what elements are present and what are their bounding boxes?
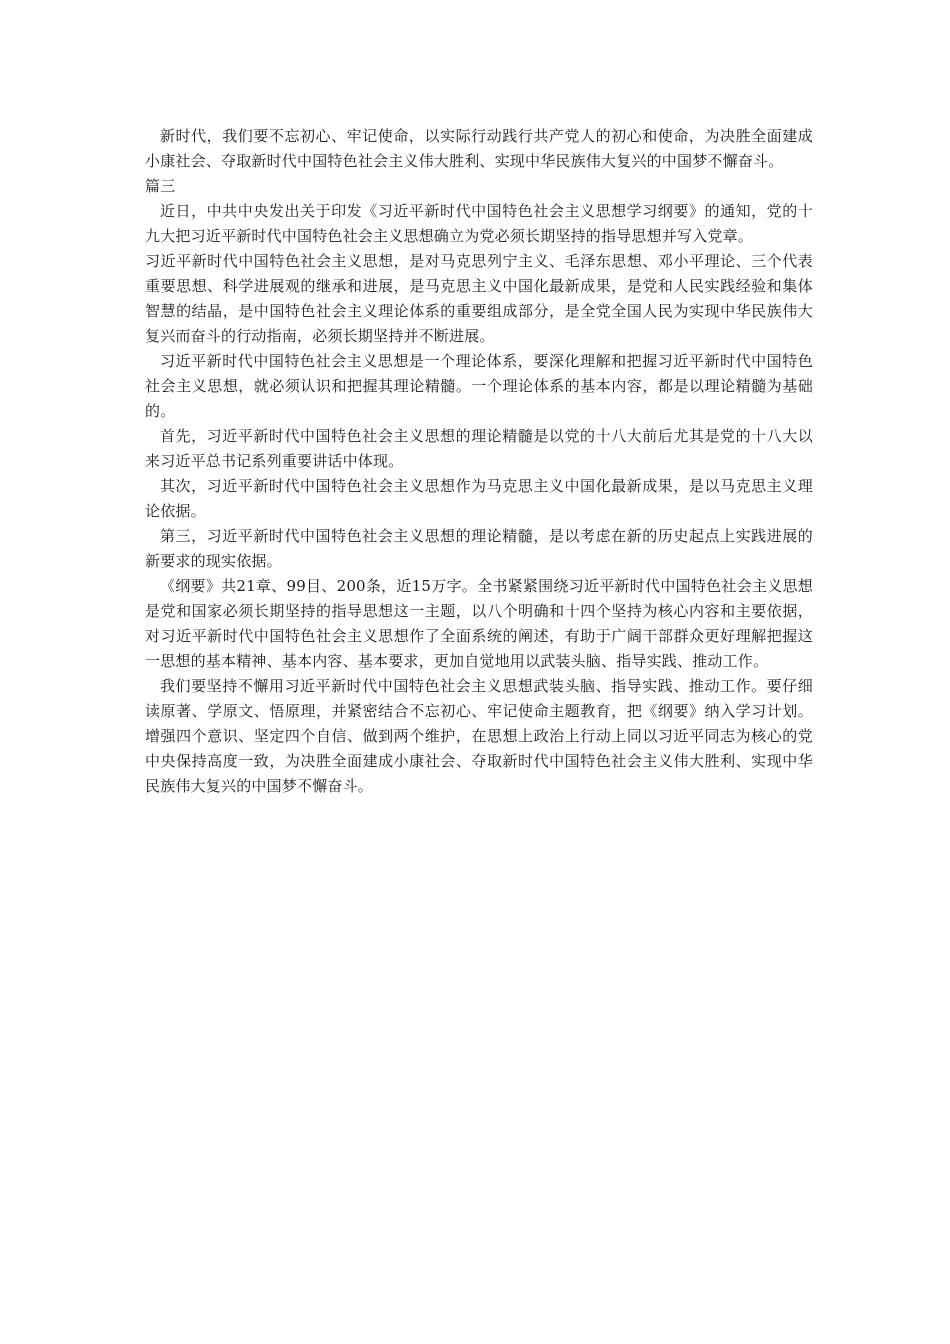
section-heading: 篇三 xyxy=(145,177,176,195)
paragraph-intro: 新时代，我们要不忘初心、牢记使命，以实际行动践行共产党人的初心和使命，为决胜全面建成小康社会、夺取新时代中国特色社会主义伟大胜利、实现中华民族伟大复兴的中国梦不懈奋斗。 xyxy=(145,127,813,170)
paragraph-first: 首先，习近平新时代中国特色社会主义思想的理论精髓是以党的十八大前后尤其是党的十八大以来习近平总书记系列重要讲话中体现。 xyxy=(145,427,813,470)
paragraph-notice: 近日，中共中央发出关于印发《习近平新时代中国特色社会主义思想学习纲要》的通知，党的十九大把习近平新时代中国特色社会主义思想确立为党必须长期坚持的指导思想并写入党章。 xyxy=(145,202,813,245)
document-body xyxy=(145,124,813,799)
paragraph-definition: 习近平新时代中国特色社会主义思想，是对马克思列宁主义、毛泽东思想、邓小平理论、三个代表重要思想、科学进展观的继承和进展，是马克思主义中国化最新成果，是党和人民实践经验和集体智慧的结晶，是中国特色社会主义理论体系的重要组成部分，是全党全国人民为实现中华民族伟大复兴而奋斗的行动指南，必须长期坚持并不断进展。 xyxy=(145,252,813,345)
paragraph-theory-system: 习近平新时代中国特色社会主义思想是一个理论体系，要深化理解和把握习近平新时代中国特色社会主义思想，就必须认识和把握其理论精髓。一个理论体系的基本内容，都是以理论精髓为基础的。 xyxy=(145,352,813,420)
paragraph-outline: 《纲要》共21章、99目、200条，近15万字。全书紧紧围绕习近平新时代中国特色社会主义思想是党和国家必须长期坚持的指导思想这一主题，以八个明确和十四个坚持为核心内容和主要依据，对习近平新时代中国特色社会主义思想作了全面系统的阐述，有助于广阔干部群众更好理解把握这一思想的基本精神、基本内容、基本要求，更加自觉地用以武装头脑、指导实践、推动工作。 xyxy=(145,577,813,670)
paragraph-third: 第三，习近平新时代中国特色社会主义思想的理论精髓，是以考虑在新的历史起点上实践进展的新要求的现实依据。 xyxy=(145,527,813,570)
paragraph-second: 其次，习近平新时代中国特色社会主义思想作为马克思主义中国化最新成果，是以马克思主义理论依据。 xyxy=(145,477,813,520)
paragraph-conclusion: 我们要坚持不懈用习近平新时代中国特色社会主义思想武装头脑、指导实践、推动工作。要仔细读原著、学原文、悟原理，并紧密结合不忘初心、牢记使命主题教育，把《纲要》纳入学习计划。增强四个意识、坚定四个自信、做到两个维护，在思想上政治上行动上同以习近平同志为核心的党中央保持高度一致，为决胜全面建成小康社会、夺取新时代中国特色社会主义伟大胜利、实现中华民族伟大复兴的中国梦不懈奋斗。 xyxy=(145,677,813,795)
